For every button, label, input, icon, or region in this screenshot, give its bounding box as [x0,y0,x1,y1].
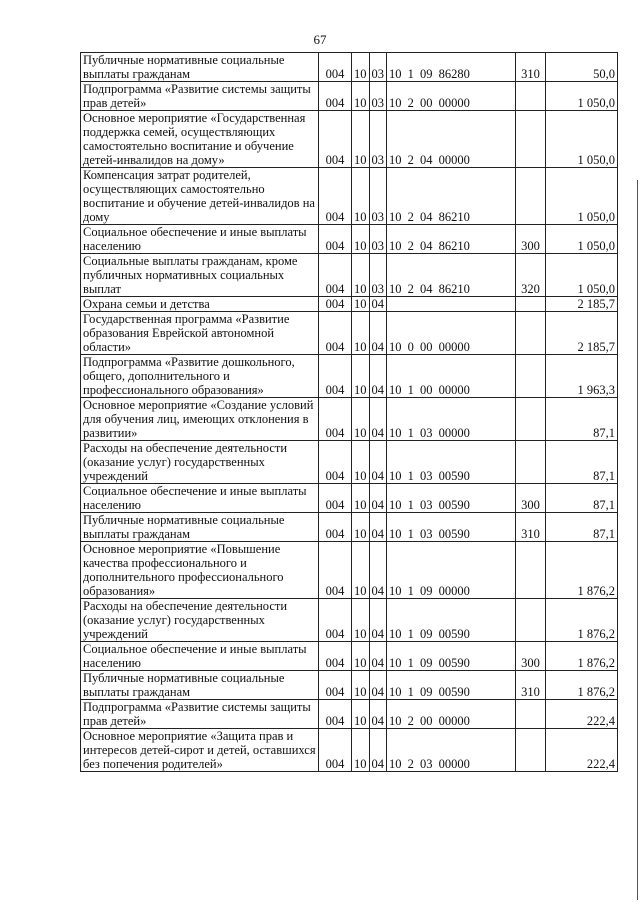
program-code: 10 2 04 00000 [389,153,470,167]
program-code-cell [387,729,516,772]
amount-cell: 1 050,0 [546,82,618,111]
table-row [81,254,618,297]
subsection-code-cell: 03 [369,53,387,82]
row-name-cell: Социальное обеспечение и иные выплаты населению [81,484,319,513]
program-code: 10 2 00 00000 [389,96,470,110]
program-code: 10 1 09 86280 [389,67,470,81]
subsection-code-cell: 04 [369,484,387,513]
section-code-cell: 10 [352,484,370,513]
ministry-code-cell: 004 [319,254,352,297]
section-code-cell: 10 [352,225,370,254]
row-name-cell: Основное мероприятие «Защита прав и интересов детей-сирот и детей, оставшихся без попечения родителей» [81,729,319,772]
program-code: 10 1 03 00000 [389,426,470,440]
program-code: 10 1 09 00000 [389,584,470,598]
program-code-cell [387,398,516,441]
program-code-cell [387,254,516,297]
amount-cell: 50,0 [546,53,618,82]
subsection-code-cell: 04 [369,542,387,599]
row-name-cell: Расходы на обеспечение деятельности (оказание услуг) государственных учреждений [81,599,319,642]
subsection-code-cell: 04 [369,355,387,398]
table-row [81,484,618,513]
amount-cell: 1 963,3 [546,355,618,398]
ministry-code-cell: 004 [319,729,352,772]
amount-cell: 87,1 [546,398,618,441]
table-row [81,729,618,772]
program-code-cell [387,441,516,484]
section-code-cell: 10 [352,513,370,542]
table-row [81,82,618,111]
section-code-cell: 10 [352,398,370,441]
section-code-cell: 10 [352,297,370,312]
section-code-cell: 10 [352,729,370,772]
table-row [81,398,618,441]
table-row [81,111,618,168]
budget-table [80,52,618,772]
amount-cell: 222,4 [546,729,618,772]
section-code-cell: 10 [352,542,370,599]
program-code: 10 1 03 00590 [389,527,470,541]
program-code: 10 1 09 00590 [389,656,470,670]
table-row [81,671,618,700]
scan-edge-line [637,180,638,900]
amount-cell: 1 050,0 [546,111,618,168]
subsection-code-cell: 04 [369,599,387,642]
ministry-code-cell: 004 [319,225,352,254]
section-code-cell: 10 [352,82,370,111]
program-code: 10 1 09 00590 [389,685,470,699]
row-name-cell: Публичные нормативные социальные выплаты гражданам [81,671,319,700]
section-code-cell: 10 [352,441,370,484]
ministry-code-cell: 004 [319,484,352,513]
subsection-code-cell: 04 [369,441,387,484]
program-code-cell [387,297,516,312]
ministry-code-cell: 004 [319,441,352,484]
ministry-code-cell: 004 [319,671,352,700]
row-name-cell: Основное мероприятие «Повышение качества профессионального и дополнительного профессионального образования» [81,542,319,599]
program-code-cell [387,642,516,671]
ministry-code-cell: 004 [319,355,352,398]
program-code-cell [387,484,516,513]
budget-table-body [81,53,618,772]
subsection-code-cell: 04 [369,729,387,772]
program-code: 10 2 04 86210 [389,239,470,253]
program-code: 10 1 00 00000 [389,383,470,397]
table-row [81,513,618,542]
program-code-cell [387,542,516,599]
ministry-code-cell: 004 [319,700,352,729]
amount-cell: 87,1 [546,513,618,542]
row-name-cell: Публичные нормативные социальные выплаты гражданам [81,513,319,542]
program-code-cell [387,599,516,642]
page-number: 67 [313,32,327,47]
expense-type-cell [516,398,546,441]
subsection-code-cell: 04 [369,513,387,542]
program-code: 10 0 00 00000 [389,340,470,354]
expense-type-cell [516,355,546,398]
table-row [81,441,618,484]
row-name-cell: Подпрограмма «Развитие системы защиты прав детей» [81,82,319,111]
table-row [81,355,618,398]
ministry-code-cell: 004 [319,642,352,671]
table-row [81,700,618,729]
expense-type-cell [516,82,546,111]
table-row [81,542,618,599]
subsection-code-cell: 03 [369,168,387,225]
ministry-code-cell: 004 [319,542,352,599]
table-row [81,599,618,642]
program-code-cell [387,355,516,398]
amount-cell: 2 185,7 [546,297,618,312]
section-code-cell: 10 [352,599,370,642]
row-name-cell: Социальное обеспечение и иные выплаты населению [81,642,319,671]
amount-cell: 1 050,0 [546,225,618,254]
ministry-code-cell: 004 [319,398,352,441]
subsection-code-cell: 04 [369,671,387,700]
amount-cell: 1 876,2 [546,642,618,671]
section-code-cell: 10 [352,254,370,297]
program-code: 10 1 09 00590 [389,627,470,641]
amount-cell: 222,4 [546,700,618,729]
amount-cell: 1 050,0 [546,254,618,297]
program-code-cell [387,53,516,82]
ministry-code-cell: 004 [319,312,352,355]
ministry-code-cell: 004 [319,111,352,168]
row-name-cell: Социальные выплаты гражданам, кроме публичных нормативных социальных выплат [81,254,319,297]
section-code-cell: 10 [352,111,370,168]
program-code-cell [387,168,516,225]
row-name-cell: Подпрограмма «Развитие системы защиты прав детей» [81,700,319,729]
subsection-code-cell: 03 [369,225,387,254]
subsection-code-cell: 04 [369,297,387,312]
row-name-cell: Расходы на обеспечение деятельности (оказание услуг) государственных учреждений [81,441,319,484]
row-name-cell: Компенсация затрат родителей, осуществляющих самостоятельно воспитание и обучение детей-инвалидов на дому [81,168,319,225]
section-code-cell: 10 [352,168,370,225]
program-code-cell [387,700,516,729]
expense-type-cell [516,599,546,642]
ministry-code-cell: 004 [319,513,352,542]
row-name-cell: Основное мероприятие «Создание условий для обучения лиц, имеющих отклонения в развитии» [81,398,319,441]
row-name-cell: Социальное обеспечение и иные выплаты населению [81,225,319,254]
subsection-code-cell: 04 [369,700,387,729]
section-code-cell: 10 [352,355,370,398]
expense-type-cell: 300 [516,484,546,513]
amount-cell: 1 876,2 [546,671,618,700]
expense-type-cell [516,729,546,772]
subsection-code-cell: 03 [369,254,387,297]
program-code: 10 1 03 00590 [389,469,470,483]
program-code-cell [387,671,516,700]
program-code: 10 1 03 00590 [389,498,470,512]
table-row [81,225,618,254]
subsection-code-cell: 04 [369,312,387,355]
amount-cell: 87,1 [546,441,618,484]
section-code-cell: 10 [352,53,370,82]
program-code: 10 2 00 00000 [389,714,470,728]
expense-type-cell: 300 [516,225,546,254]
ministry-code-cell: 004 [319,82,352,111]
subsection-code-cell: 04 [369,398,387,441]
table-row [81,297,618,312]
row-name-cell: Основное мероприятие «Государственная поддержка семей, осуществляющих самостоятельно воспитание и обучение детей-инвалидов на дому» [81,111,319,168]
section-code-cell: 10 [352,671,370,700]
amount-cell: 1 050,0 [546,168,618,225]
expense-type-cell: 300 [516,642,546,671]
expense-type-cell [516,297,546,312]
expense-type-cell: 320 [516,254,546,297]
ministry-code-cell: 004 [319,168,352,225]
ministry-code-cell: 004 [319,53,352,82]
program-code-cell [387,225,516,254]
program-code-cell [387,82,516,111]
table-row [81,642,618,671]
amount-cell: 1 876,2 [546,599,618,642]
program-code-cell [387,312,516,355]
table-row [81,53,618,82]
ministry-code-cell: 004 [319,297,352,312]
subsection-code-cell: 03 [369,111,387,168]
row-name-cell: Публичные нормативные социальные выплаты гражданам [81,53,319,82]
subsection-code-cell: 04 [369,642,387,671]
program-code-cell [387,513,516,542]
expense-type-cell [516,441,546,484]
expense-type-cell [516,542,546,599]
table-row [81,312,618,355]
amount-cell: 2 185,7 [546,312,618,355]
expense-type-cell [516,111,546,168]
subsection-code-cell: 03 [369,82,387,111]
expense-type-cell: 310 [516,53,546,82]
program-code-cell [387,111,516,168]
row-name-cell: Государственная программа «Развитие образования Еврейской автономной области» [81,312,319,355]
program-code: 10 2 03 00000 [389,757,470,771]
section-code-cell: 10 [352,312,370,355]
expense-type-cell: 310 [516,671,546,700]
row-name-cell: Подпрограмма «Развитие дошкольного, общего, дополнительного и профессионального образования» [81,355,319,398]
expense-type-cell: 310 [516,513,546,542]
expense-type-cell [516,312,546,355]
program-code: 10 2 04 86210 [389,210,470,224]
program-code: 10 2 04 86210 [389,282,470,296]
amount-cell: 87,1 [546,484,618,513]
expense-type-cell [516,168,546,225]
table-row [81,168,618,225]
row-name-cell: Охрана семьи и детства [81,297,319,312]
amount-cell: 1 876,2 [546,542,618,599]
section-code-cell: 10 [352,700,370,729]
ministry-code-cell: 004 [319,599,352,642]
expense-type-cell [516,700,546,729]
section-code-cell: 10 [352,642,370,671]
